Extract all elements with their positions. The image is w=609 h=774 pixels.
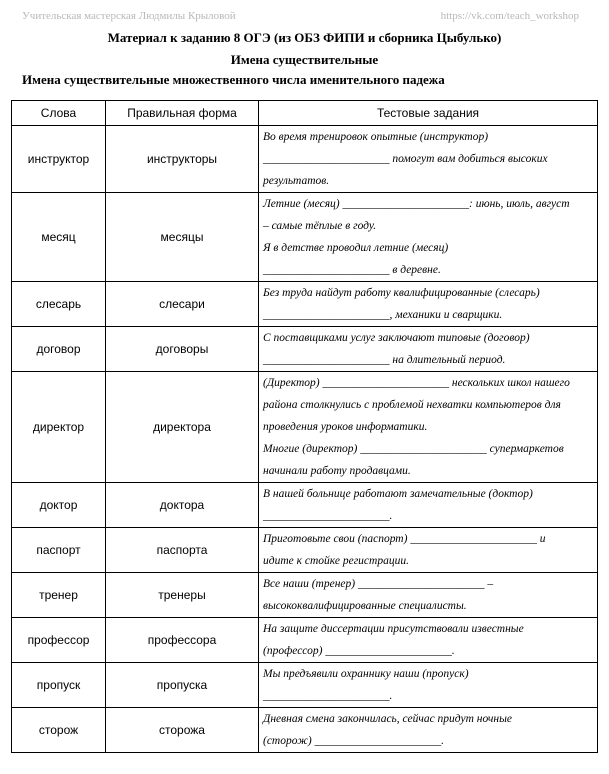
- page-title: Материал к заданию 8 ОГЭ (из ОБЗ ФИПИ и сборника Цыбулько): [107, 30, 502, 45]
- correct-form-cell: месяцы: [106, 193, 259, 282]
- test-task-cell: [259, 126, 598, 193]
- table-row: [12, 126, 598, 193]
- table-row: [12, 327, 598, 372]
- table-row: [12, 193, 598, 282]
- table-row: [12, 618, 598, 663]
- word-cell: директор: [12, 372, 106, 483]
- task-line: Все наши (тренер) ______________________ –: [263, 578, 494, 590]
- table-row: [12, 282, 598, 327]
- task-line: ______________________.: [263, 690, 393, 702]
- subtopic-heading: Имена существительные множественного числа именительного падежа: [22, 72, 445, 87]
- correct-form-cell: пропуска: [106, 663, 259, 708]
- task-line: результатов.: [263, 175, 330, 187]
- task-line: ______________________ в деревне.: [263, 264, 441, 276]
- correct-form-cell: тренеры: [106, 573, 259, 618]
- test-task-cell: [259, 618, 598, 663]
- task-line: Дневная смена закончилась, сейчас придут ночные: [263, 713, 512, 725]
- correct-form-cell: доктора: [106, 483, 259, 528]
- correct-form-cell: сторожа: [106, 708, 259, 753]
- correct-form-cell: инструкторы: [106, 126, 259, 193]
- task-line: ______________________ на длительный период.: [263, 354, 506, 366]
- task-line: Без труда найдут работу квалифицированные (слесарь): [263, 287, 540, 299]
- task-line: (сторож) ______________________.: [263, 735, 444, 747]
- task-line: – самые тёплые в году.: [263, 220, 377, 232]
- task-line: Летние (месяц) ______________________: июнь, июль, август: [263, 198, 570, 210]
- table-row: [12, 483, 598, 528]
- column-header-correct-form: Правильная форма: [106, 101, 259, 126]
- watermark-author: Учительская мастерская Людмилы Крыловой: [22, 10, 236, 22]
- word-cell: тренер: [12, 573, 106, 618]
- task-line: начинали работу продавцами.: [263, 465, 411, 477]
- test-task-cell: [259, 282, 598, 327]
- task-line: ______________________, механики и сварщики.: [263, 309, 503, 321]
- table-body: [12, 126, 598, 753]
- task-line: Мы предъявили охраннику наши (пропуск): [263, 668, 469, 680]
- exercise-table: [11, 100, 598, 753]
- word-cell: паспорт: [12, 528, 106, 573]
- task-line: Приготовьте свои (паспорт) ______________________ и: [263, 533, 546, 545]
- table-row: [12, 663, 598, 708]
- correct-form-cell: профессора: [106, 618, 259, 663]
- word-cell: слесарь: [12, 282, 106, 327]
- task-line: (профессор) ______________________.: [263, 645, 455, 657]
- test-task-cell: [259, 528, 598, 573]
- correct-form-cell: паспорта: [106, 528, 259, 573]
- task-line: высококвалифицированные специалисты.: [263, 600, 467, 612]
- task-line: В нашей больнице работают замечательные (доктор): [263, 488, 533, 500]
- task-line: С поставщиками услуг заключают типовые (договор): [263, 332, 530, 344]
- test-task-cell: [259, 708, 598, 753]
- topic-heading: Имена существительные: [230, 52, 379, 67]
- task-line: На защите диссертации присутствовали известные: [263, 623, 524, 635]
- test-task-cell: [259, 663, 598, 708]
- table-row: [12, 708, 598, 753]
- watermark-url: https://vk.com/teach_workshop: [440, 10, 579, 22]
- correct-form-cell: договоры: [106, 327, 259, 372]
- word-cell: договор: [12, 327, 106, 372]
- task-line: Во время тренировок опытные (инструктор): [263, 131, 489, 143]
- table-row: [12, 372, 598, 483]
- task-line: идите к стойке регистрации.: [263, 555, 409, 567]
- task-line: проведения уроков информатики.: [263, 421, 428, 433]
- task-line: Я в детстве проводил летние (месяц): [263, 242, 449, 254]
- word-cell: пропуск: [12, 663, 106, 708]
- task-line: Многие (директор) ______________________ супермаркетов: [263, 443, 564, 455]
- task-line: ______________________.: [263, 510, 393, 522]
- correct-form-cell: слесари: [106, 282, 259, 327]
- word-cell: сторож: [12, 708, 106, 753]
- task-line: (Директор) ______________________ нескольких школ нашего: [263, 377, 570, 389]
- column-header-words: Слова: [12, 101, 106, 126]
- column-header-test-tasks: Тестовые задания: [259, 101, 598, 126]
- table-row: [12, 528, 598, 573]
- word-cell: инструктор: [12, 126, 106, 193]
- test-task-cell: [259, 573, 598, 618]
- test-task-cell: [259, 327, 598, 372]
- task-line: района столкнулись с проблемой нехватки компьютеров для: [263, 399, 561, 411]
- table-row: [12, 573, 598, 618]
- correct-form-cell: директора: [106, 372, 259, 483]
- test-task-cell: [259, 372, 598, 483]
- word-cell: профессор: [12, 618, 106, 663]
- word-cell: доктор: [12, 483, 106, 528]
- test-task-cell: [259, 483, 598, 528]
- test-task-cell: [259, 193, 598, 282]
- task-line: ______________________ помогут вам добиться высоких: [263, 153, 548, 165]
- table-header-row: [12, 101, 598, 126]
- word-cell: месяц: [12, 193, 106, 282]
